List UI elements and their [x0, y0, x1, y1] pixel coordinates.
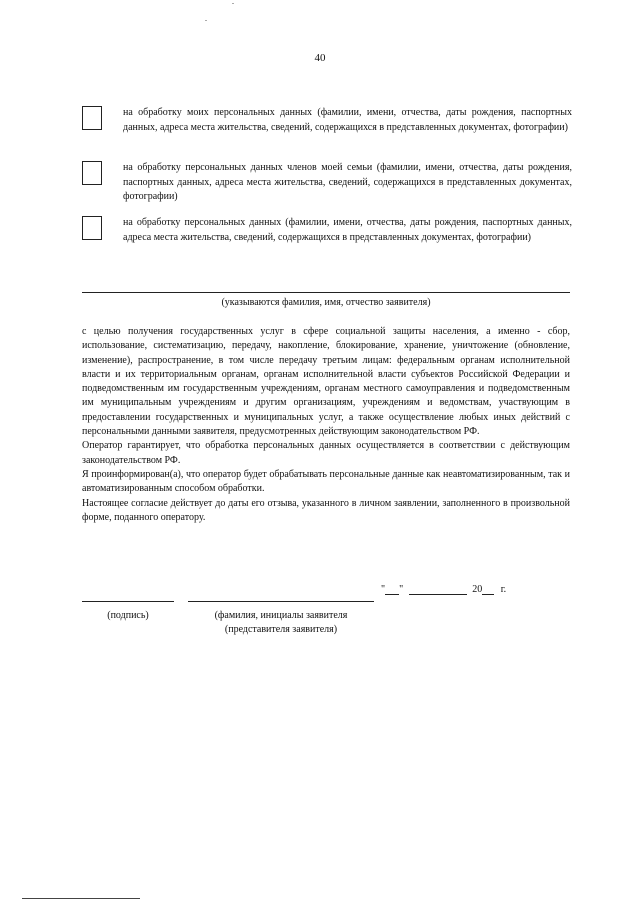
guarantee-paragraph: Оператор гарантирует, что обработка персональных данных осуществляется в соответствии с действующим законодательством РФ. [82, 440, 570, 466]
page-number: 40 [314, 52, 326, 64]
validity-paragraph: Настоящее согласие действует до даты его отзыва, указанного в личном заявлении, заполненного в произвольной форме, поданного оператору. [82, 497, 570, 523]
option-text: на обработку персональных данных членов моей семьи (фамилии, имени, отчества, даты рождения, паспортных данных, адреса места жительства, сведений, содержащихся в представленных документах, фотографии) [123, 162, 572, 202]
consent-body [82, 325, 570, 525]
consent-option-other-data [82, 216, 572, 262]
month-field[interactable] [409, 584, 467, 595]
signature-line[interactable] [82, 601, 174, 602]
date-open-quote: " [381, 584, 386, 595]
applicant-initials-caption: (фамилия, инициалы заявителя [214, 610, 348, 621]
checkbox-other-data[interactable] [82, 216, 102, 240]
year-prefix: 20 [472, 584, 483, 595]
option-text: на обработку моих персональных данных (фамилии, имени, отчества, даты рождения, паспортных данных, адреса места жительства, сведений, содержащихся в представленных документах, фотографии) [123, 107, 572, 133]
checkbox-own-data[interactable] [82, 106, 102, 130]
checkbox-family-data[interactable] [82, 161, 102, 185]
date-line [381, 584, 506, 595]
scan-speck [232, 3, 234, 4]
informed-paragraph: Я проинформирован(а), что оператор будет обрабатывать персональные данные как неавтоматизированным, так и автоматизированным способом обработки. [82, 468, 570, 495]
consent-option-own-data [82, 106, 572, 152]
footer-rule [22, 898, 140, 899]
representative-caption: (представителя заявителя) [224, 624, 338, 635]
purpose-paragraph: с целью получения государственных услуг в сфере социальной защиты населения, а именно - сбор, использование, систематизацию, передачу, накопление, блокирование, хранение, уничтожение (обновление, изменение), распространение, в том числе передачу третьим лицам: федеральным органам исполнительной власти и их территориальным органам, органам исполнительной власти субъектов Российской Федерации и подведомственным им государственным учреждениям, органам местного самоуправления и подведомственным им муниципальным учреждениям и другим организациям, учреждениям и ведомствам, участвующим в предоставлении государственных и муниципальных услуг, а также осуществление любых иных действий с персональными данными заявителя, предусмотренных действующим законодательством РФ. [82, 326, 570, 438]
applicant-name-line[interactable] [82, 292, 570, 293]
year-field[interactable] [482, 584, 494, 595]
consent-option-family-data [82, 161, 572, 207]
signature-caption: (подпись) [107, 610, 149, 621]
day-field[interactable] [385, 584, 399, 595]
scan-speck [205, 20, 207, 21]
applicant-initials-line[interactable] [188, 601, 374, 602]
option-text: на обработку персональных данных (фамилии, имени, отчества, даты рождения, паспортных данных, адреса места жительства, сведений, содержащихся в представленных документах, фотографии) [123, 217, 572, 243]
year-suffix: г. [500, 584, 507, 595]
date-close-quote: " [399, 584, 404, 595]
applicant-name-caption: (указываются фамилия, имя, отчество заявителя) [221, 297, 431, 308]
